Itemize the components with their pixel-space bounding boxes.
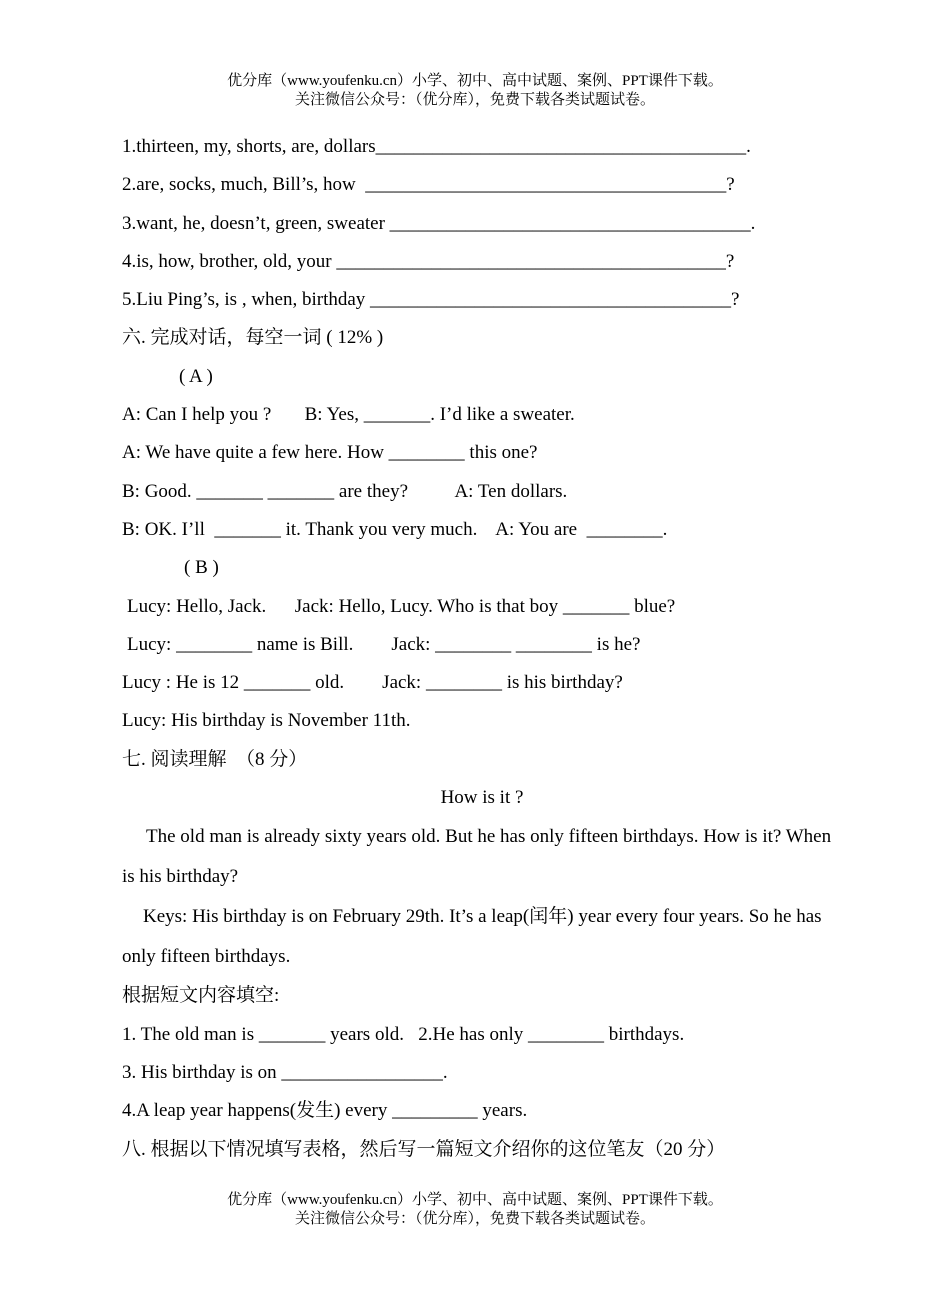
dialogue-b-line-4: Lucy: His birthday is November 11th. <box>122 710 411 732</box>
dialogue-a-line-3: B: Good. _______ _______ are they? A: Ten dollars. <box>122 480 568 502</box>
dialogue-a-line-4: B: OK. I’ll _______ it. Thank you very much. A: You are ________. <box>122 518 668 540</box>
dialogue-a-line-1: A: Can I help you ? B: Yes, _______. I’d like a sweater. <box>122 404 575 426</box>
reading-question-4: 4.A leap year happens(发生) every _________ years. <box>122 1100 528 1122</box>
reading-question-1-2: 1. The old man is _______ years old. 2.He has only ________ birthdays. <box>122 1023 685 1045</box>
sentence-item-2: 2.are, socks, much, Bill’s, how ______________________________________? <box>122 174 735 196</box>
dialogue-b-line-1: Lucy: Hello, Jack. Jack: Hello, Lucy. Who is that boy _______ blue? <box>127 595 676 617</box>
sentence-item-5: 5.Liu Ping’s, is , when, birthday ______________________________________? <box>122 289 740 311</box>
dialogue-a-line-2: A: We have quite a few here. How ________ this one? <box>122 442 538 464</box>
footer-line-2: 关注微信公众号：（优分库），免费下载各类试题试卷。 <box>294 1211 655 1227</box>
part-b-label: ( B ) <box>184 557 219 579</box>
passage-paragraph-2: Keys: His birthday is on February 29th. It’s a leap(闰年) year every four years. So he has only fifteen birthdays. <box>122 906 822 968</box>
reading-instruction: 根据短文内容填空: <box>122 985 280 1007</box>
header-line-2: 关注微信公众号：（优分库），免费下载各类试题试卷。 <box>294 92 655 108</box>
page-header <box>0 72 950 110</box>
part-a-label: ( A ) <box>179 365 213 387</box>
sentence-item-1: 1.thirteen, my, shorts, are, dollars_______________________________________. <box>122 136 751 157</box>
sentence-item-4: 4.is, how, brother, old, your _________________________________________? <box>122 250 735 272</box>
reading-question-3: 3. His birthday is on _________________. <box>122 1061 448 1083</box>
section-8-title: 八. 根据以下情况填写表格，然后写一篇短文介绍你的这位笔友（20 分） <box>122 1138 726 1160</box>
footer-line-1: 优分库（www.youfenku.cn）小学、初中、高中试题、案例、PPT课件下载。 <box>227 1192 723 1208</box>
dialogue-b-line-2: Lucy: ________ name is Bill. Jack: ________ ________ is he? <box>127 633 641 655</box>
dialogue-b-line-3: Lucy : He is 12 _______ old. Jack: ________ is his birthday? <box>122 672 623 694</box>
header-line-1: 优分库（www.youfenku.cn）小学、初中、高中试题、案例、PPT课件下载。 <box>227 73 723 89</box>
passage-paragraph-1: The old man is already sixty years old. But he has only fifteen birthdays. How is it? When is his birthday? <box>122 826 832 888</box>
sentence-item-3: 3.want, he, doesn’t, green, sweater ______________________________________. <box>122 212 756 234</box>
passage-title: How is it ? <box>440 787 524 809</box>
section-6-title: 六. 完成对话，每空一词 ( 12% ) <box>122 327 384 349</box>
worksheet-content <box>122 128 842 1169</box>
page-footer <box>0 1191 950 1229</box>
section-7-title: 七. 阅读理解 （8 分） <box>122 748 308 770</box>
